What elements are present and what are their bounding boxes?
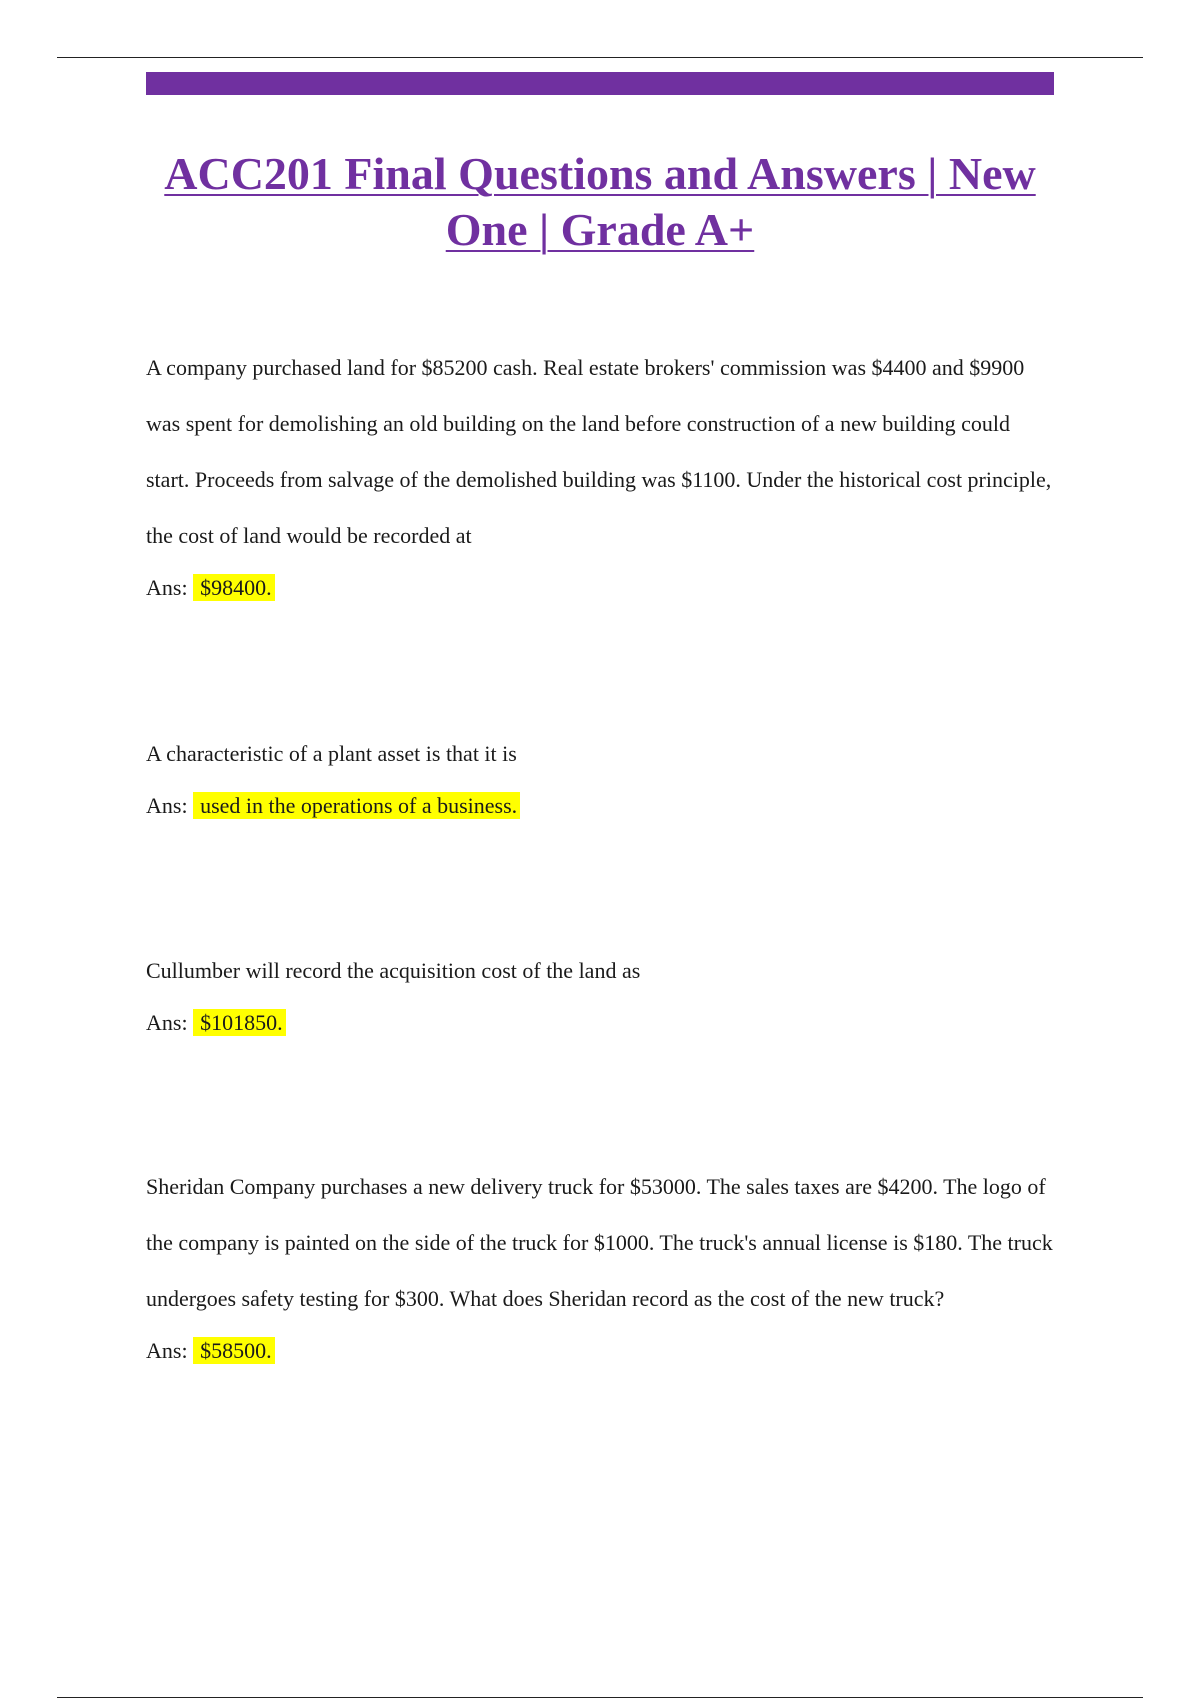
answer-label: Ans:	[146, 575, 188, 600]
qa-item-2	[146, 726, 1054, 820]
answer-line	[146, 574, 1054, 602]
page-bottom-rule	[57, 1697, 1143, 1698]
question-text: A company purchased land for $85200 cash. Real estate brokers' commission was $4400 and $9900 was spent for demolishing an old building on the land before construction of a new building could start. Proceeds from salvage of the demolished building was $1100. Under the historical cost principle, the cost of land would be recorded at	[146, 355, 1052, 548]
qa-item-4	[146, 1159, 1054, 1365]
answer-line	[146, 792, 1054, 820]
question-text: Sheridan Company purchases a new delivery truck for $53000. The sales taxes are $4200. The logo of the company is painted on the side of the truck for $1000. The truck's annual license is $180. The truck undergoes safety testing for $300. What does Sheridan record as the cost of the new truck?	[146, 1174, 1053, 1311]
document-title: ACC201 Final Questions and Answers | New One | Grade A+	[164, 148, 1036, 255]
qa-item-3	[146, 943, 1054, 1037]
answer-highlight: $101850.	[193, 1009, 286, 1036]
answer-highlight: $58500.	[193, 1337, 275, 1364]
page-top-rule	[57, 57, 1143, 58]
answer-highlight: used in the operations of a business.	[193, 792, 520, 819]
answer-label: Ans:	[146, 1338, 188, 1363]
answer-line	[146, 1009, 1054, 1037]
answer-label: Ans:	[146, 1010, 188, 1035]
answer-highlight: $98400.	[193, 574, 275, 601]
answer-label: Ans:	[146, 793, 188, 818]
question-text: A characteristic of a plant asset is that it is	[146, 741, 517, 766]
question-text: Cullumber will record the acquisition cost of the land as	[146, 958, 641, 983]
qa-item-1	[146, 340, 1054, 602]
answer-line	[146, 1337, 1054, 1365]
header-banner	[146, 72, 1054, 95]
